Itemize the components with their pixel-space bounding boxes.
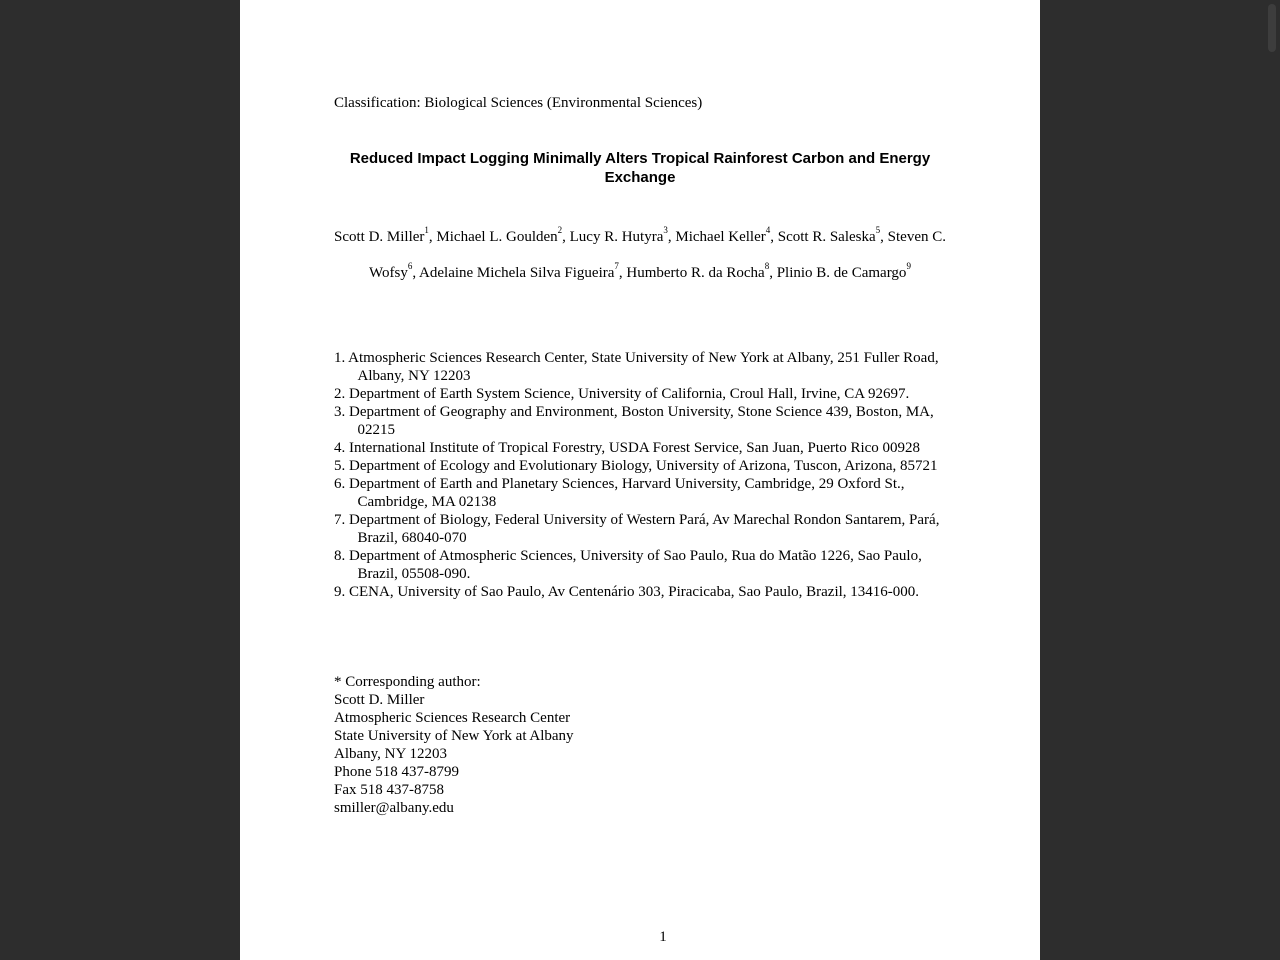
- author-separator: ,: [562, 229, 570, 245]
- author: [569, 225, 676, 245]
- page-number: 1: [659, 929, 667, 945]
- author: [334, 225, 437, 245]
- author-affiliation-mark: 9: [906, 261, 911, 271]
- classification-line: Classification: Biological Sciences (Environmental Sciences): [334, 95, 703, 111]
- affiliation-item: 5. Department of Ecology and Evolutionary Biology, University of Arizona, Tuscon, Arizona, 85721: [334, 458, 938, 474]
- corresponding-phone: Phone 518 437-8799: [334, 764, 459, 780]
- author-affiliation-mark: 6: [407, 261, 413, 271]
- author-affiliation-mark: 3: [663, 225, 668, 235]
- affiliation-list: [334, 349, 946, 601]
- author-name: Adelaine Michela Silva Figueira: [419, 265, 615, 281]
- corresponding-heading: * Corresponding author:: [334, 674, 481, 690]
- corresponding-email: smiller@albany.edu: [334, 800, 454, 816]
- affiliation-item: 8. Department of Atmospheric Sciences, University of Sao Paulo, Rua do Matão 1226, Sao Paulo, Brazil, 05508-090.: [334, 548, 922, 582]
- scrollbar-thumb[interactable]: [1268, 4, 1276, 52]
- author: [436, 225, 570, 245]
- author-name: Scott D. Miller: [334, 229, 425, 245]
- author-name: Humberto R. da Rocha: [626, 265, 765, 281]
- author-separator: ,: [428, 229, 437, 245]
- author-name: Steven C. Wofsy: [369, 229, 947, 281]
- corresponding-city: Albany, NY 12203: [334, 746, 448, 762]
- corresponding-institution: State University of New York at Albany: [334, 728, 574, 744]
- affiliation-item: 2. Department of Earth System Science, University of California, Croul Hall, Irvine, CA 92697.: [334, 386, 910, 402]
- author-name: Michael Keller: [675, 229, 766, 245]
- affiliation-item: 4. International Institute of Tropical Forestry, USDA Forest Service, San Juan, Puerto Rico 00928: [334, 440, 921, 456]
- affiliation-item: 3. Department of Geography and Environment, Boston University, Stone Science 439, Boston, MA, 02215: [334, 404, 934, 438]
- author-name: Plinio B. de Camargo: [776, 265, 907, 281]
- author-separator: ,: [770, 229, 778, 245]
- author-name: Lucy R. Hutyra: [569, 229, 664, 245]
- author: [626, 261, 777, 281]
- vertical-scrollbar[interactable]: [1264, 0, 1280, 960]
- affiliation-item: 7. Department of Biology, Federal University of Western Pará, Av Marechal Rondon Santarem, Pará, Brazil, 68040-070: [334, 512, 940, 546]
- pdf-page: [240, 0, 1040, 960]
- affiliation-item: 6. Department of Earth and Planetary Sciences, Harvard University, Cambridge, 29 Oxford St., Cambridge, MA 02138: [334, 476, 905, 510]
- author-list: [334, 219, 946, 291]
- author-separator: ,: [618, 265, 627, 281]
- corresponding-name: Scott D. Miller: [334, 692, 425, 708]
- affiliation-item: 1. Atmospheric Sciences Research Center, State University of New York at Albany, 251 Fuller Road, Albany, NY 12203: [334, 350, 939, 384]
- author: [777, 225, 888, 245]
- author: [776, 261, 911, 281]
- author-affiliation-mark: 5: [875, 225, 881, 235]
- author-affiliation-mark: 7: [614, 261, 619, 271]
- author-name: Michael L. Goulden: [436, 229, 558, 245]
- affiliation-item: 9. CENA, University of Sao Paulo, Av Centenário 303, Piracicaba, Sao Paulo, Brazil, 13416-000.: [334, 584, 920, 600]
- author-affiliation-mark: 1: [424, 225, 429, 235]
- author: [419, 261, 627, 281]
- author-separator: ,: [667, 229, 676, 245]
- author-separator: ,: [769, 265, 777, 281]
- corresponding-fax: Fax 518 437-8758: [334, 782, 444, 798]
- author: [675, 225, 778, 245]
- corresponding-author-block: [334, 673, 574, 817]
- author-affiliation-mark: 4: [765, 225, 771, 235]
- paper-title: Reduced Impact Logging Minimally Alters Tropical Rainforest Carbon and Energy Exchange: [349, 150, 931, 186]
- author-separator: ,: [412, 265, 420, 281]
- author-separator: ,: [880, 229, 888, 245]
- author-affiliation-mark: 2: [557, 225, 563, 235]
- author-affiliation-mark: 8: [764, 261, 770, 271]
- corresponding-department: Atmospheric Sciences Research Center: [334, 710, 571, 726]
- author-name: Scott R. Saleska: [777, 229, 876, 245]
